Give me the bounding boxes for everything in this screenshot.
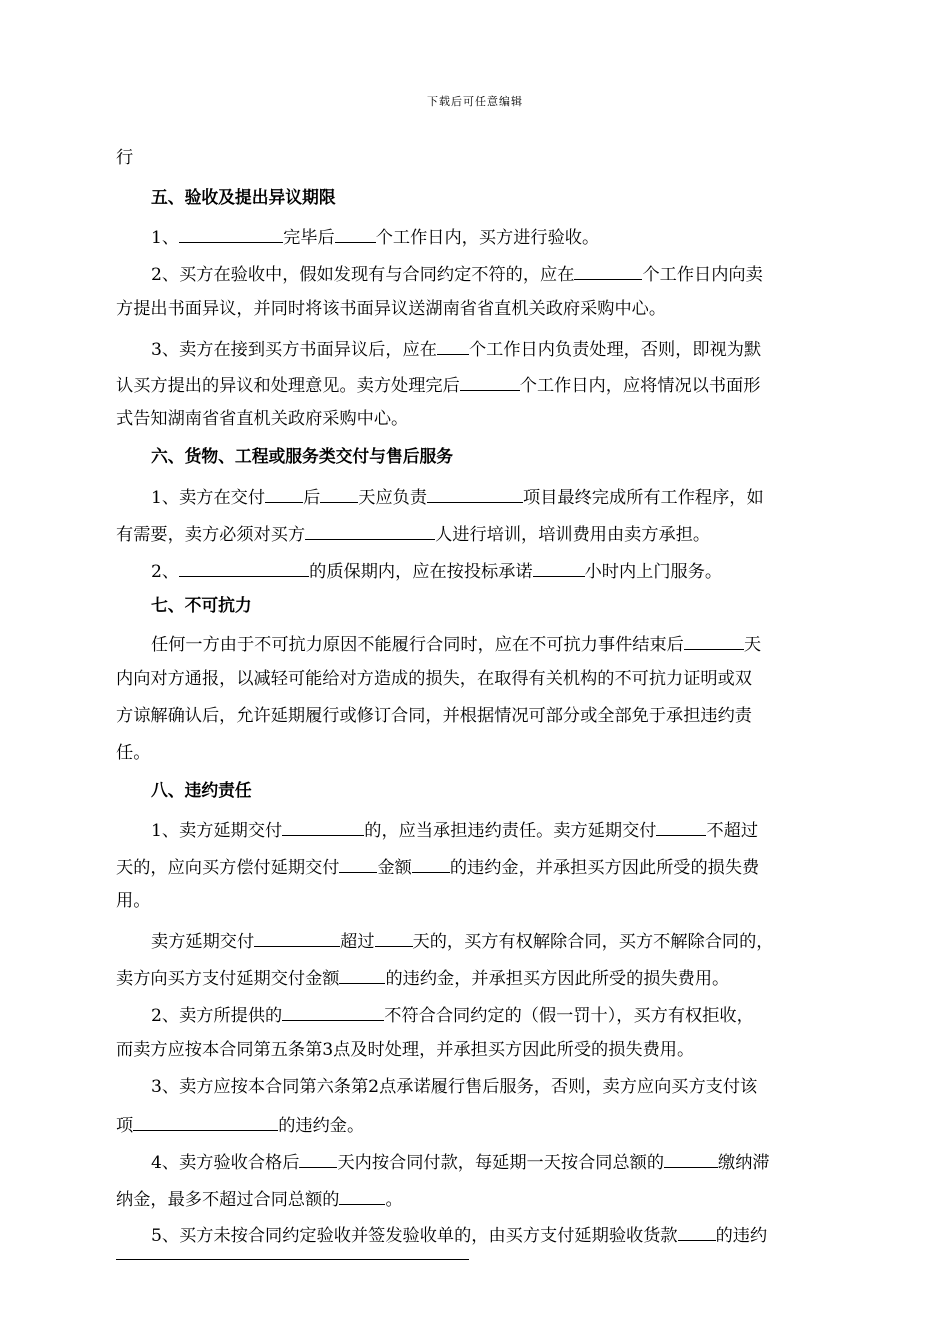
text: 个工作日内负责处理，否则，即视为默 <box>468 340 762 360</box>
text: 个工作日内，买方进行验收。 <box>375 228 600 248</box>
blank-field <box>179 559 309 577</box>
blank-field <box>265 485 303 503</box>
text: 的违约金。 <box>278 1116 365 1136</box>
body-line <box>116 706 752 726</box>
text: 任何一方由于不可抗力原因不能履行合同时，应在不可抗力事件结束后 <box>151 635 684 655</box>
text: 方谅解确认后，允许延期履行或修订合同，并根据情况可部分或全部免于承担违约责 <box>116 706 752 726</box>
text: 用。 <box>116 891 151 911</box>
text: 项目最终完成所有工作程序，如 <box>523 488 764 508</box>
footnote-separator <box>116 1259 469 1260</box>
text: 完毕后 <box>283 228 335 248</box>
text: 天应负责 <box>358 488 428 508</box>
text: 纳金，最多不超过合同总额的 <box>116 1190 340 1210</box>
section-heading-6: 六、货物、工程或服务类交付与售后服务 <box>151 446 454 466</box>
blank-field <box>684 632 744 650</box>
blank-field <box>574 262 642 280</box>
blank-field <box>299 1150 337 1168</box>
body-line <box>116 409 408 429</box>
blank-field <box>427 485 523 503</box>
body-line <box>151 337 836 360</box>
text: 缴纳滞 <box>718 1153 770 1173</box>
text: 2、 <box>151 562 180 582</box>
body-line <box>151 262 763 285</box>
body-line <box>116 1040 694 1060</box>
text: 式告知湖南省省直机关政府采购中心。 <box>116 409 409 429</box>
body-line <box>116 373 836 396</box>
text: 的质保期内，应在按投标承诺 <box>309 562 533 582</box>
blank-field <box>460 373 520 391</box>
text: 的，应当承担违约责任。卖方延期交付 <box>364 821 657 841</box>
text: 卖方延期交付 <box>151 932 255 952</box>
text: 1、 <box>151 228 180 248</box>
body-line <box>116 299 666 319</box>
text: 有需要，卖方必须对买方 <box>116 525 306 545</box>
section-heading-8: 八、违约责任 <box>151 780 252 800</box>
text-group <box>116 373 760 396</box>
text: 4、卖方验收合格后 <box>151 1153 300 1173</box>
text: 卖方向买方支付延期交付金额 <box>116 969 340 989</box>
text: 2、买方在验收中，假如发现有与合同约定不符的，应在 <box>151 265 575 285</box>
body-line <box>116 148 133 168</box>
text-group <box>151 337 761 360</box>
blank-field <box>282 818 364 836</box>
blank-field <box>254 929 340 947</box>
text: 而卖方应按本合同第五条第3点及时处理，并承担买方因此所受的损失费用。 <box>116 1040 695 1060</box>
blank-field <box>305 522 435 540</box>
blank-field <box>533 559 585 577</box>
blank-field <box>339 855 377 873</box>
blank-field <box>656 818 706 836</box>
blank-field <box>179 225 283 243</box>
text: 。 <box>385 1190 403 1210</box>
text: 后 <box>303 488 321 508</box>
text: 个工作日内向卖 <box>642 265 763 285</box>
text: 天内按合同付款，每延期一天按合同总额的 <box>337 1153 665 1173</box>
text: 1、卖方在交付 <box>151 488 266 508</box>
blank-field <box>375 929 413 947</box>
body-line <box>151 1003 754 1026</box>
blank-field <box>339 1187 385 1205</box>
body-line <box>151 818 758 841</box>
text: 的违约 <box>715 1226 768 1246</box>
body-line <box>116 743 150 763</box>
text: 的违约金，并承担买方因此所受的损失费 <box>449 858 760 878</box>
text: 3、卖方在接到买方书面异议后，应在 <box>151 340 437 360</box>
blank-field <box>437 337 469 355</box>
blank-field <box>282 1003 384 1021</box>
body-line <box>151 485 764 508</box>
body-line <box>151 225 599 248</box>
text: 天 <box>743 635 762 655</box>
text: 3、卖方应按本合同第六条第2点承诺履行售后服务，否则，卖方应向买方支付该 <box>151 1077 758 1097</box>
text: 2、卖方所提供的 <box>151 1006 283 1026</box>
text: 项 <box>116 1116 134 1136</box>
text: 超过 <box>340 932 375 952</box>
text: 1、卖方延期交付 <box>151 821 283 841</box>
text: 不超过 <box>706 821 759 841</box>
body-line <box>116 966 729 989</box>
blank-field <box>412 855 450 873</box>
blank-field <box>339 966 385 984</box>
blank-field <box>335 225 376 243</box>
text: 人进行培训，培训费用由卖方承担。 <box>435 525 711 545</box>
text: 小时内上门服务。 <box>584 562 723 582</box>
text: 金额 <box>377 858 412 878</box>
body-line <box>116 669 752 689</box>
page-header: 下载后可任意编辑 <box>427 95 523 108</box>
body-line <box>151 559 722 582</box>
body-line <box>151 632 761 655</box>
text: 个工作日内，应将情况以书面形 <box>519 376 761 396</box>
body-line <box>151 1223 767 1246</box>
text: 任。 <box>116 743 151 763</box>
body-line <box>116 522 710 545</box>
section-heading-5: 五、验收及提出异议期限 <box>151 187 336 207</box>
body-line <box>116 1187 403 1210</box>
body-line <box>151 1077 757 1097</box>
text: 的违约金，并承担买方因此所受的损失费用。 <box>385 969 730 989</box>
text: 行 <box>116 148 134 168</box>
body-line <box>151 929 773 952</box>
text: 天的，买方有权解除合同，买方不解除合同的， <box>412 932 774 952</box>
body-line <box>151 1150 770 1173</box>
blank-field <box>133 1113 278 1131</box>
text: 不符合合同约定的（假一罚十），买方有权拒收， <box>384 1006 754 1026</box>
text: 5、买方未按合同约定验收并签发验收单的，由买方支付延期验收货款 <box>151 1226 678 1246</box>
blank-field <box>664 1150 718 1168</box>
text: 认买方提出的异议和处理意见。卖方处理完后 <box>116 376 460 396</box>
text: 天的，应向买方偿付延期交付 <box>116 858 340 878</box>
body-line <box>116 1113 364 1136</box>
section-heading-7: 七、不可抗力 <box>151 595 252 615</box>
body-line <box>116 855 759 878</box>
blank-field <box>320 485 358 503</box>
body-line <box>116 891 150 911</box>
text: 内向对方通报，以减轻可能给对方造成的损失，在取得有关机构的不可抗力证明或双 <box>116 669 752 689</box>
blank-field <box>678 1223 716 1241</box>
text: 方提出书面异议，并同时将该书面异议送湖南省省直机关政府采购中心。 <box>116 299 667 319</box>
